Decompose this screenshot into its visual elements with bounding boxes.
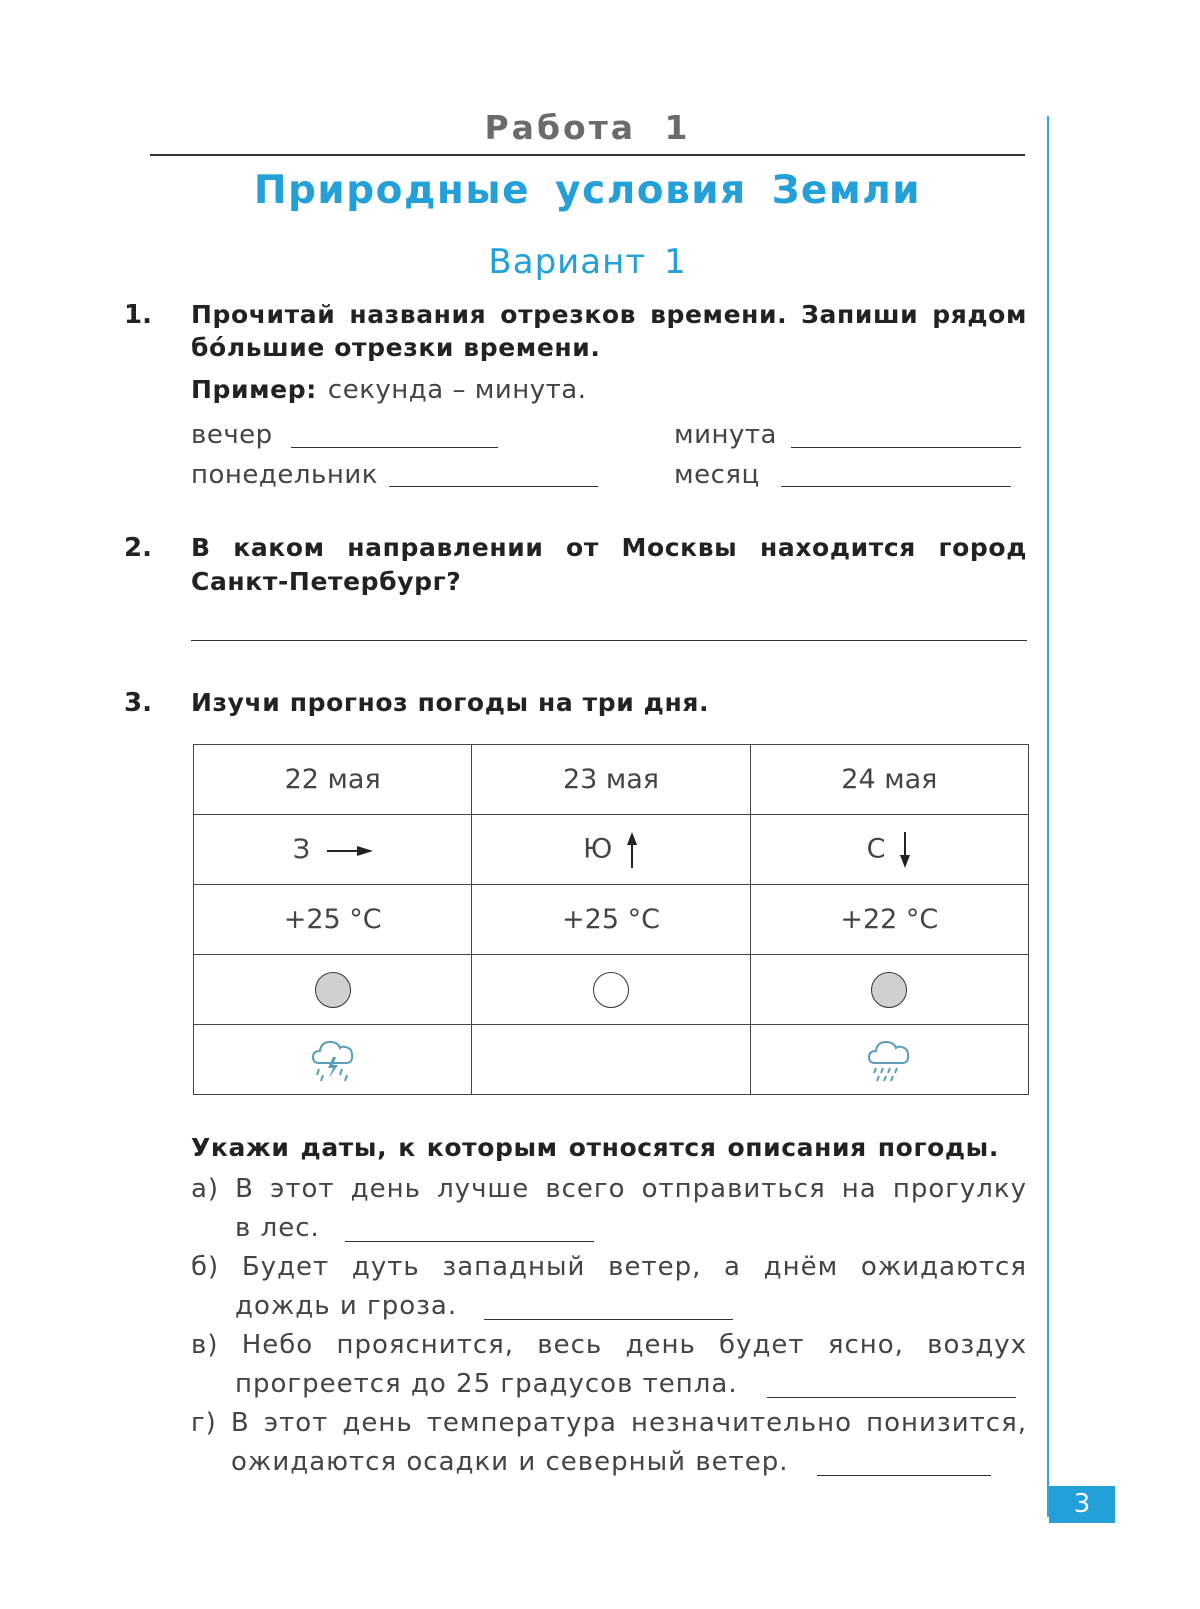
answer-blank-minute[interactable] (791, 446, 1021, 448)
answer-blank-month[interactable] (781, 485, 1011, 487)
task1-item-month (674, 460, 760, 490)
row-precipitation (194, 1025, 1029, 1095)
wind-direction-letter: С (866, 833, 886, 864)
item-label: понедельник (191, 460, 378, 490)
row-cloudiness (194, 955, 1029, 1025)
answer-b-line2: дождь и гроза. (235, 1291, 458, 1321)
answer-blank-c[interactable] (767, 1396, 1016, 1398)
cloudy-circle-icon (871, 972, 907, 1008)
task3-number: 3. (124, 688, 152, 718)
precipitation-cell (750, 1025, 1028, 1095)
answer-blank-monday[interactable] (389, 485, 598, 487)
main-title: Природные условия Земли (253, 168, 922, 213)
task1-item-evening (191, 420, 273, 450)
task2-question-line2: Санкт-Петербург? (191, 567, 462, 596)
answer-c-line2: прогреется до 25 градусов тепла. (235, 1369, 738, 1399)
task3-instruction: Укажи даты, к которым относятся описания погоды. (191, 1133, 999, 1162)
task1-item-minute (674, 420, 777, 450)
wind-cell (472, 815, 750, 885)
page-number: 3 (1049, 1486, 1115, 1523)
wind-cell (194, 815, 472, 885)
task1-example (191, 375, 586, 405)
rain-icon (867, 1035, 911, 1085)
cloudiness-cell (750, 955, 1028, 1025)
cloudiness-cell (472, 955, 750, 1025)
item-label: минута (674, 420, 777, 450)
answer-a-line1: а) В этот день лучше всего отправиться на прогулку (191, 1174, 1027, 1204)
task2-question-line1: В каком направлении от Москвы находится город (191, 533, 1027, 562)
header-divider (150, 154, 1025, 156)
margin-rule (1047, 116, 1049, 1517)
weather-forecast-table (193, 744, 1029, 1095)
date-cell: 24 мая (750, 745, 1028, 815)
answer-blank-evening[interactable] (291, 446, 498, 448)
right-arrow-icon (327, 844, 373, 858)
task2-number: 2. (124, 533, 152, 563)
example-text: секунда – минута. (327, 375, 587, 405)
item-label: вечер (191, 420, 273, 450)
temperature-cell: +25 °С (472, 885, 750, 955)
temperature-cell: +22 °С (750, 885, 1028, 955)
example-label: Пример: (191, 375, 317, 404)
answer-blank-b[interactable] (484, 1318, 733, 1320)
precipitation-cell (194, 1025, 472, 1095)
answer-b-line1: б) Будет дуть западный ветер, а днём ожидаются (191, 1252, 1027, 1282)
answer-a-line2: в лес. (235, 1213, 320, 1243)
wind-direction-letter: З (292, 834, 311, 865)
clear-circle-icon (593, 972, 629, 1008)
task1-number: 1. (124, 300, 152, 330)
row-dates (194, 745, 1029, 815)
variant-title: Вариант 1 (488, 242, 687, 282)
date-cell: 22 мая (194, 745, 472, 815)
task1-question-line1: Прочитай названия отрезков времени. Запиши рядом (191, 300, 1027, 329)
down-arrow-icon (898, 832, 912, 868)
answer-blank-a[interactable] (345, 1240, 594, 1242)
cloudy-circle-icon (315, 972, 351, 1008)
row-wind (194, 815, 1029, 885)
item-label: месяц (674, 460, 760, 490)
wind-cell (750, 815, 1028, 885)
row-temperature (194, 885, 1029, 955)
answer-c-line1: в) Небо прояснится, весь день будет ясно, воздух (191, 1330, 1027, 1360)
precipitation-cell-empty (472, 1025, 750, 1095)
answer-d-line1: г) В этот день температура незначительно понизится, (191, 1408, 1027, 1438)
answer-d-line2: ожидаются осадки и северный ветер. (231, 1447, 789, 1477)
work-title: Работа 1 (484, 108, 691, 147)
task1-question-line2: бóльшие отрезки времени. (191, 333, 601, 362)
date-cell: 23 мая (472, 745, 750, 815)
up-arrow-icon (625, 832, 639, 868)
task1-item-monday (191, 460, 378, 490)
cloudiness-cell (194, 955, 472, 1025)
rain-thunder-icon (311, 1035, 355, 1085)
wind-direction-letter: Ю (583, 833, 613, 864)
answer-blank-d[interactable] (817, 1474, 991, 1476)
temperature-cell: +25 °С (194, 885, 472, 955)
task3-prompt: Изучи прогноз погоды на три дня. (191, 688, 710, 717)
answer-blank-direction[interactable] (191, 639, 1027, 641)
